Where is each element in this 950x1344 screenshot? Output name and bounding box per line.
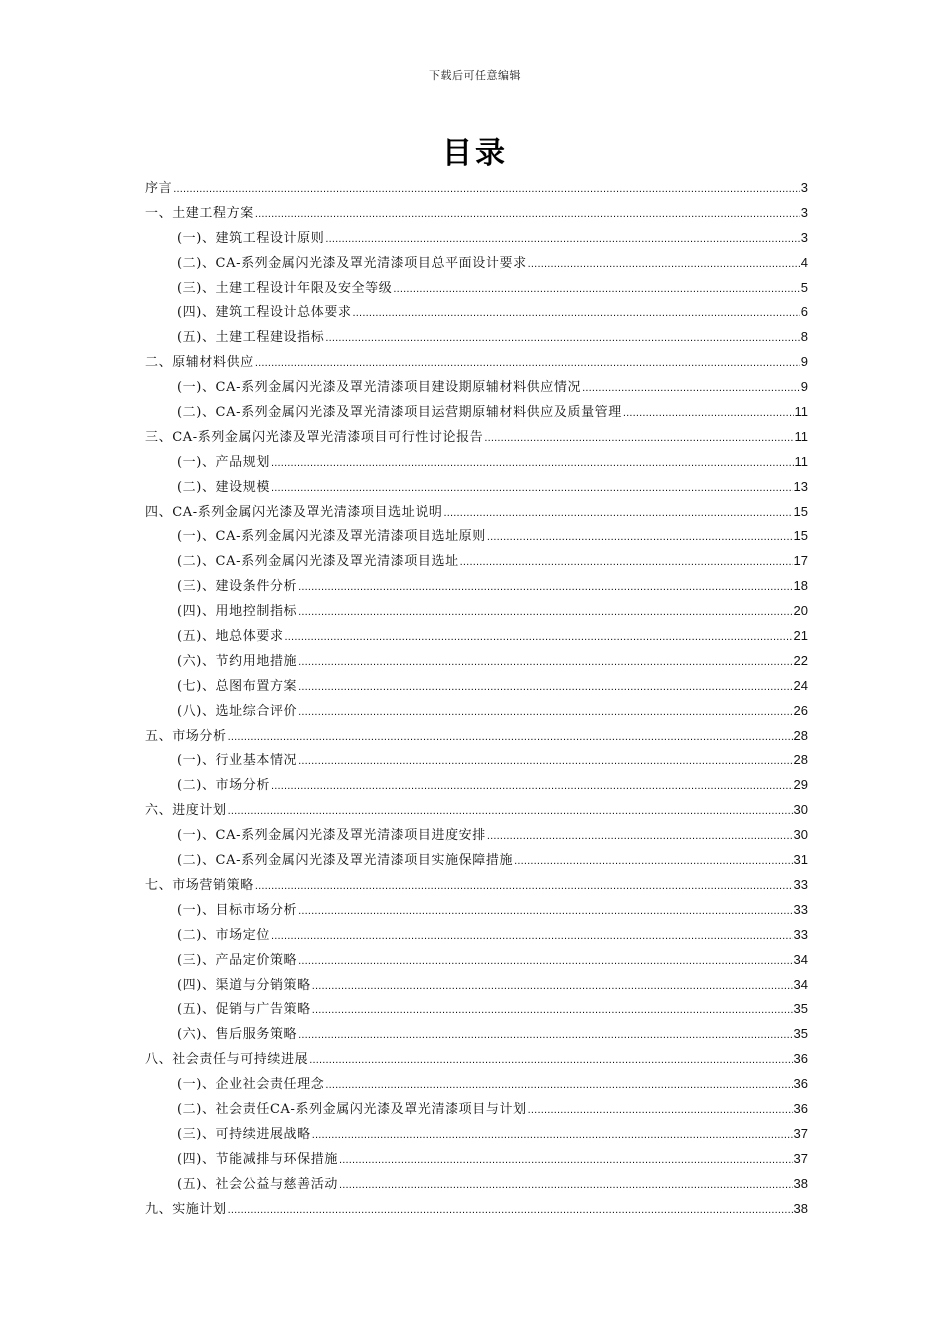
toc-entry-label: (四)、用地控制指标: [177, 604, 298, 620]
toc-dot-leader: [484, 426, 793, 451]
toc-entry[interactable]: [145, 973, 808, 998]
toc-entry[interactable]: [145, 350, 808, 375]
toc-entry[interactable]: [145, 201, 808, 226]
toc-entry[interactable]: [145, 276, 808, 301]
toc-entry-page-number: 11: [794, 404, 808, 420]
toc-entry-label: (一)、产品规划: [177, 454, 270, 470]
toc-dot-leader: [325, 326, 799, 351]
toc-entry[interactable]: [145, 1197, 808, 1222]
toc-entry[interactable]: [145, 251, 808, 276]
toc-entry[interactable]: [145, 1072, 808, 1097]
toc-dot-leader: [298, 700, 792, 725]
toc-entry-page-number: 33: [793, 926, 808, 942]
toc-entry-page-number: 22: [793, 652, 808, 668]
toc-entry[interactable]: [145, 226, 808, 251]
toc-entry-label: (一)、行业基本情况: [177, 753, 298, 769]
toc-entry[interactable]: [145, 823, 808, 848]
toc-entry-label: (八)、选址综合评价: [177, 703, 298, 719]
toc-dot-leader: [255, 202, 800, 227]
toc-dot-leader: [298, 575, 792, 600]
toc-entry[interactable]: [145, 325, 808, 350]
toc-entry-page-number: 3: [800, 180, 808, 195]
toc-entry-label: (二)、市场分析: [177, 778, 270, 794]
toc-dot-leader: [312, 1123, 793, 1148]
toc-entry-page-number: 9: [800, 379, 808, 395]
toc-dot-leader: [271, 451, 794, 476]
toc-entry-page-number: 11: [794, 453, 808, 469]
toc-dot-leader: [298, 949, 792, 974]
toc-entry-page-number: 9: [800, 354, 808, 370]
toc-entry[interactable]: [145, 674, 808, 699]
toc-entry-page-number: 36: [793, 1051, 808, 1067]
toc-entry-page-number: 33: [793, 876, 808, 892]
toc-dot-leader: [339, 1148, 793, 1173]
toc-dot-leader: [312, 998, 793, 1023]
toc-entry-label: (一)、建筑工程设计原则: [177, 230, 325, 246]
toc-dot-leader: [228, 799, 793, 824]
toc-dot-leader: [325, 227, 799, 252]
toc-dot-leader: [528, 1098, 793, 1123]
toc-entry-page-number: 6: [800, 304, 808, 320]
toc-entry-page-number: 35: [793, 1001, 808, 1017]
toc-entry[interactable]: [145, 549, 808, 574]
toc-entry[interactable]: [145, 1022, 808, 1047]
toc-dot-leader: [228, 1198, 793, 1223]
toc-dot-leader: [312, 974, 793, 999]
toc-entry-page-number: 18: [793, 578, 808, 594]
toc-entry[interactable]: [145, 1172, 808, 1197]
table-of-contents: [145, 176, 808, 1221]
toc-entry[interactable]: [145, 300, 808, 325]
toc-entry[interactable]: [145, 524, 808, 549]
toc-entry-label: (三)、产品定价策略: [177, 952, 298, 968]
toc-entry[interactable]: [145, 898, 808, 923]
toc-entry-page-number: 30: [793, 802, 808, 818]
toc-entry[interactable]: [145, 475, 808, 500]
toc-entry-label: (一)、CA-系列金属闪光漆及罩光清漆项目进度安排: [177, 828, 486, 844]
toc-entry-label: 三、CA-系列金属闪光漆及罩光清漆项目可行性讨论报告: [145, 429, 484, 445]
toc-entry-page-number: 4: [800, 254, 808, 270]
toc-dot-leader: [271, 476, 793, 501]
toc-entry-page-number: 37: [793, 1150, 808, 1166]
toc-entry[interactable]: [145, 948, 808, 973]
toc-dot-leader: [271, 924, 793, 949]
toc-entry[interactable]: [145, 1147, 808, 1172]
toc-entry-label: 二、原辅材料供应: [145, 355, 254, 371]
toc-entry-label: (三)、建设条件分析: [177, 579, 298, 595]
toc-entry-label: (五)、促销与广告策略: [177, 1002, 311, 1018]
toc-entry-label: (四)、建筑工程设计总体要求: [177, 305, 352, 321]
toc-dot-leader: [298, 650, 792, 675]
toc-entry-page-number: 11: [794, 428, 808, 444]
toc-entry[interactable]: [145, 500, 808, 525]
toc-entry[interactable]: [145, 574, 808, 599]
toc-entry[interactable]: [145, 724, 808, 749]
toc-dot-leader: [255, 874, 793, 899]
toc-entry-page-number: 26: [793, 702, 808, 718]
toc-entry-label: (五)、地总体要求: [177, 629, 284, 645]
toc-entry-label: 八、社会责任与可持续进展: [145, 1052, 309, 1068]
toc-entry-page-number: 20: [793, 603, 808, 619]
toc-dot-leader: [309, 1048, 792, 1073]
toc-entry-label: (一)、CA-系列金属闪光漆及罩光清漆项目建设期原辅材料供应情况: [177, 380, 582, 396]
toc-dot-leader: [353, 301, 800, 326]
toc-entry-label: (五)、土建工程建设指标: [177, 330, 325, 346]
toc-entry[interactable]: [145, 748, 808, 773]
toc-entry-page-number: 21: [793, 628, 808, 644]
toc-entry-label: 五、市场分析: [145, 728, 227, 744]
toc-title: 目录: [442, 136, 508, 171]
toc-entry-label: (一)、CA-系列金属闪光漆及罩光清漆项目选址原则: [177, 529, 486, 545]
toc-entry-label: (二)、CA-系列金属闪光漆及罩光清漆项目总平面设计要求: [177, 255, 527, 271]
toc-entry-label: (七)、总图布置方案: [177, 678, 298, 694]
toc-entry-page-number: 36: [793, 1100, 808, 1116]
toc-entry[interactable]: [145, 1122, 808, 1147]
toc-entry-page-number: 28: [793, 752, 808, 768]
toc-entry-label: (三)、可持续进展战略: [177, 1126, 311, 1142]
toc-dot-leader: [285, 625, 793, 650]
toc-entry-label: (六)、节约用地措施: [177, 653, 298, 669]
toc-entry[interactable]: [145, 400, 808, 425]
toc-entry-label: 一、土建工程方案: [145, 205, 254, 221]
toc-entry-label: 九、实施计划: [145, 1201, 227, 1217]
toc-entry-page-number: 3: [800, 204, 808, 220]
toc-entry[interactable]: [145, 176, 808, 201]
toc-dot-leader: [298, 600, 792, 625]
toc-entry-page-number: 34: [793, 976, 808, 992]
toc-entry-page-number: 5: [800, 279, 808, 295]
toc-entry-page-number: 35: [793, 1026, 808, 1042]
toc-entry-label: (四)、节能减排与环保措施: [177, 1151, 338, 1167]
toc-entry-label: (六)、售后服务策略: [177, 1027, 298, 1043]
toc-entry-label: 六、进度计划: [145, 803, 227, 819]
toc-entry-page-number: 28: [793, 727, 808, 743]
toc-entry[interactable]: [145, 375, 808, 400]
toc-dot-leader: [444, 501, 793, 526]
toc-dot-leader: [298, 675, 792, 700]
toc-entry-label: (四)、渠道与分销策略: [177, 977, 311, 993]
toc-entry-page-number: 34: [793, 951, 808, 967]
toc-entry[interactable]: [145, 699, 808, 724]
toc-dot-leader: [255, 351, 800, 376]
toc-entry[interactable]: [145, 425, 808, 450]
toc-entry-page-number: 24: [793, 677, 808, 693]
toc-entry-page-number: 31: [793, 852, 808, 868]
toc-entry-page-number: 37: [793, 1125, 808, 1141]
toc-dot-leader: [298, 1023, 792, 1048]
toc-entry-page-number: 38: [793, 1200, 808, 1216]
toc-entry-page-number: 30: [793, 827, 808, 843]
toc-entry-label: (二)、CA-系列金属闪光漆及罩光清漆项目选址: [177, 554, 459, 570]
toc-dot-leader: [298, 749, 792, 774]
toc-dot-leader: [298, 899, 792, 924]
toc-entry-label: (五)、社会公益与慈善活动: [177, 1176, 338, 1192]
header-note: 下载后可任意编辑: [429, 69, 521, 82]
toc-entry[interactable]: [145, 997, 808, 1022]
toc-dot-leader: [528, 252, 800, 277]
toc-dot-leader: [487, 525, 793, 550]
toc-dot-leader: [514, 849, 792, 874]
toc-entry-page-number: 15: [793, 503, 808, 519]
toc-entry[interactable]: [145, 873, 808, 898]
toc-entry-page-number: 38: [793, 1175, 808, 1191]
toc-entry[interactable]: [145, 848, 808, 873]
toc-entry-label: (二)、CA-系列金属闪光漆及罩光清漆项目运营期原辅材料供应及质量管理: [177, 405, 622, 421]
toc-dot-leader: [582, 376, 800, 401]
toc-entry[interactable]: [145, 624, 808, 649]
toc-entry-page-number: 13: [793, 478, 808, 494]
toc-entry-page-number: 15: [793, 528, 808, 544]
toc-dot-leader: [325, 1073, 792, 1098]
toc-entry-page-number: 8: [800, 329, 808, 345]
toc-entry-page-number: 36: [793, 1076, 808, 1092]
toc-entry[interactable]: [145, 649, 808, 674]
toc-entry[interactable]: [145, 773, 808, 798]
toc-entry-label: (二)、市场定位: [177, 927, 270, 943]
toc-dot-leader: [228, 725, 793, 750]
toc-entry[interactable]: [145, 450, 808, 475]
toc-entry[interactable]: [145, 599, 808, 624]
toc-entry-page-number: 33: [793, 901, 808, 917]
toc-dot-leader: [487, 824, 793, 849]
toc-dot-leader: [460, 550, 793, 575]
toc-dot-leader: [173, 177, 800, 202]
toc-entry-label: (三)、土建工程设计年限及安全等级: [177, 280, 393, 296]
toc-entry-label: (一)、目标市场分析: [177, 902, 298, 918]
toc-dot-leader: [623, 401, 794, 426]
toc-entry-label: (二)、建设规模: [177, 479, 270, 495]
toc-entry-label: 四、CA-系列金属闪光漆及罩光清漆项目选址说明: [145, 504, 443, 520]
toc-entry[interactable]: [145, 1047, 808, 1072]
toc-entry-label: 七、市场营销策略: [145, 877, 254, 893]
toc-entry-label: 序言: [145, 181, 173, 196]
toc-dot-leader: [271, 774, 793, 799]
toc-entry-label: (二)、CA-系列金属闪光漆及罩光清漆项目实施保障措施: [177, 853, 514, 869]
toc-entry-label: (一)、企业社会责任理念: [177, 1077, 325, 1093]
toc-entry-label: (二)、社会责任CA-系列金属闪光漆及罩光清漆项目与计划: [177, 1101, 527, 1117]
toc-dot-leader: [393, 277, 799, 302]
toc-entry-page-number: 3: [800, 229, 808, 245]
toc-entry[interactable]: [145, 798, 808, 823]
toc-entry-page-number: 29: [793, 777, 808, 793]
toc-dot-leader: [339, 1173, 793, 1198]
toc-entry[interactable]: [145, 923, 808, 948]
toc-entry[interactable]: [145, 1097, 808, 1122]
toc-entry-page-number: 17: [793, 553, 808, 569]
